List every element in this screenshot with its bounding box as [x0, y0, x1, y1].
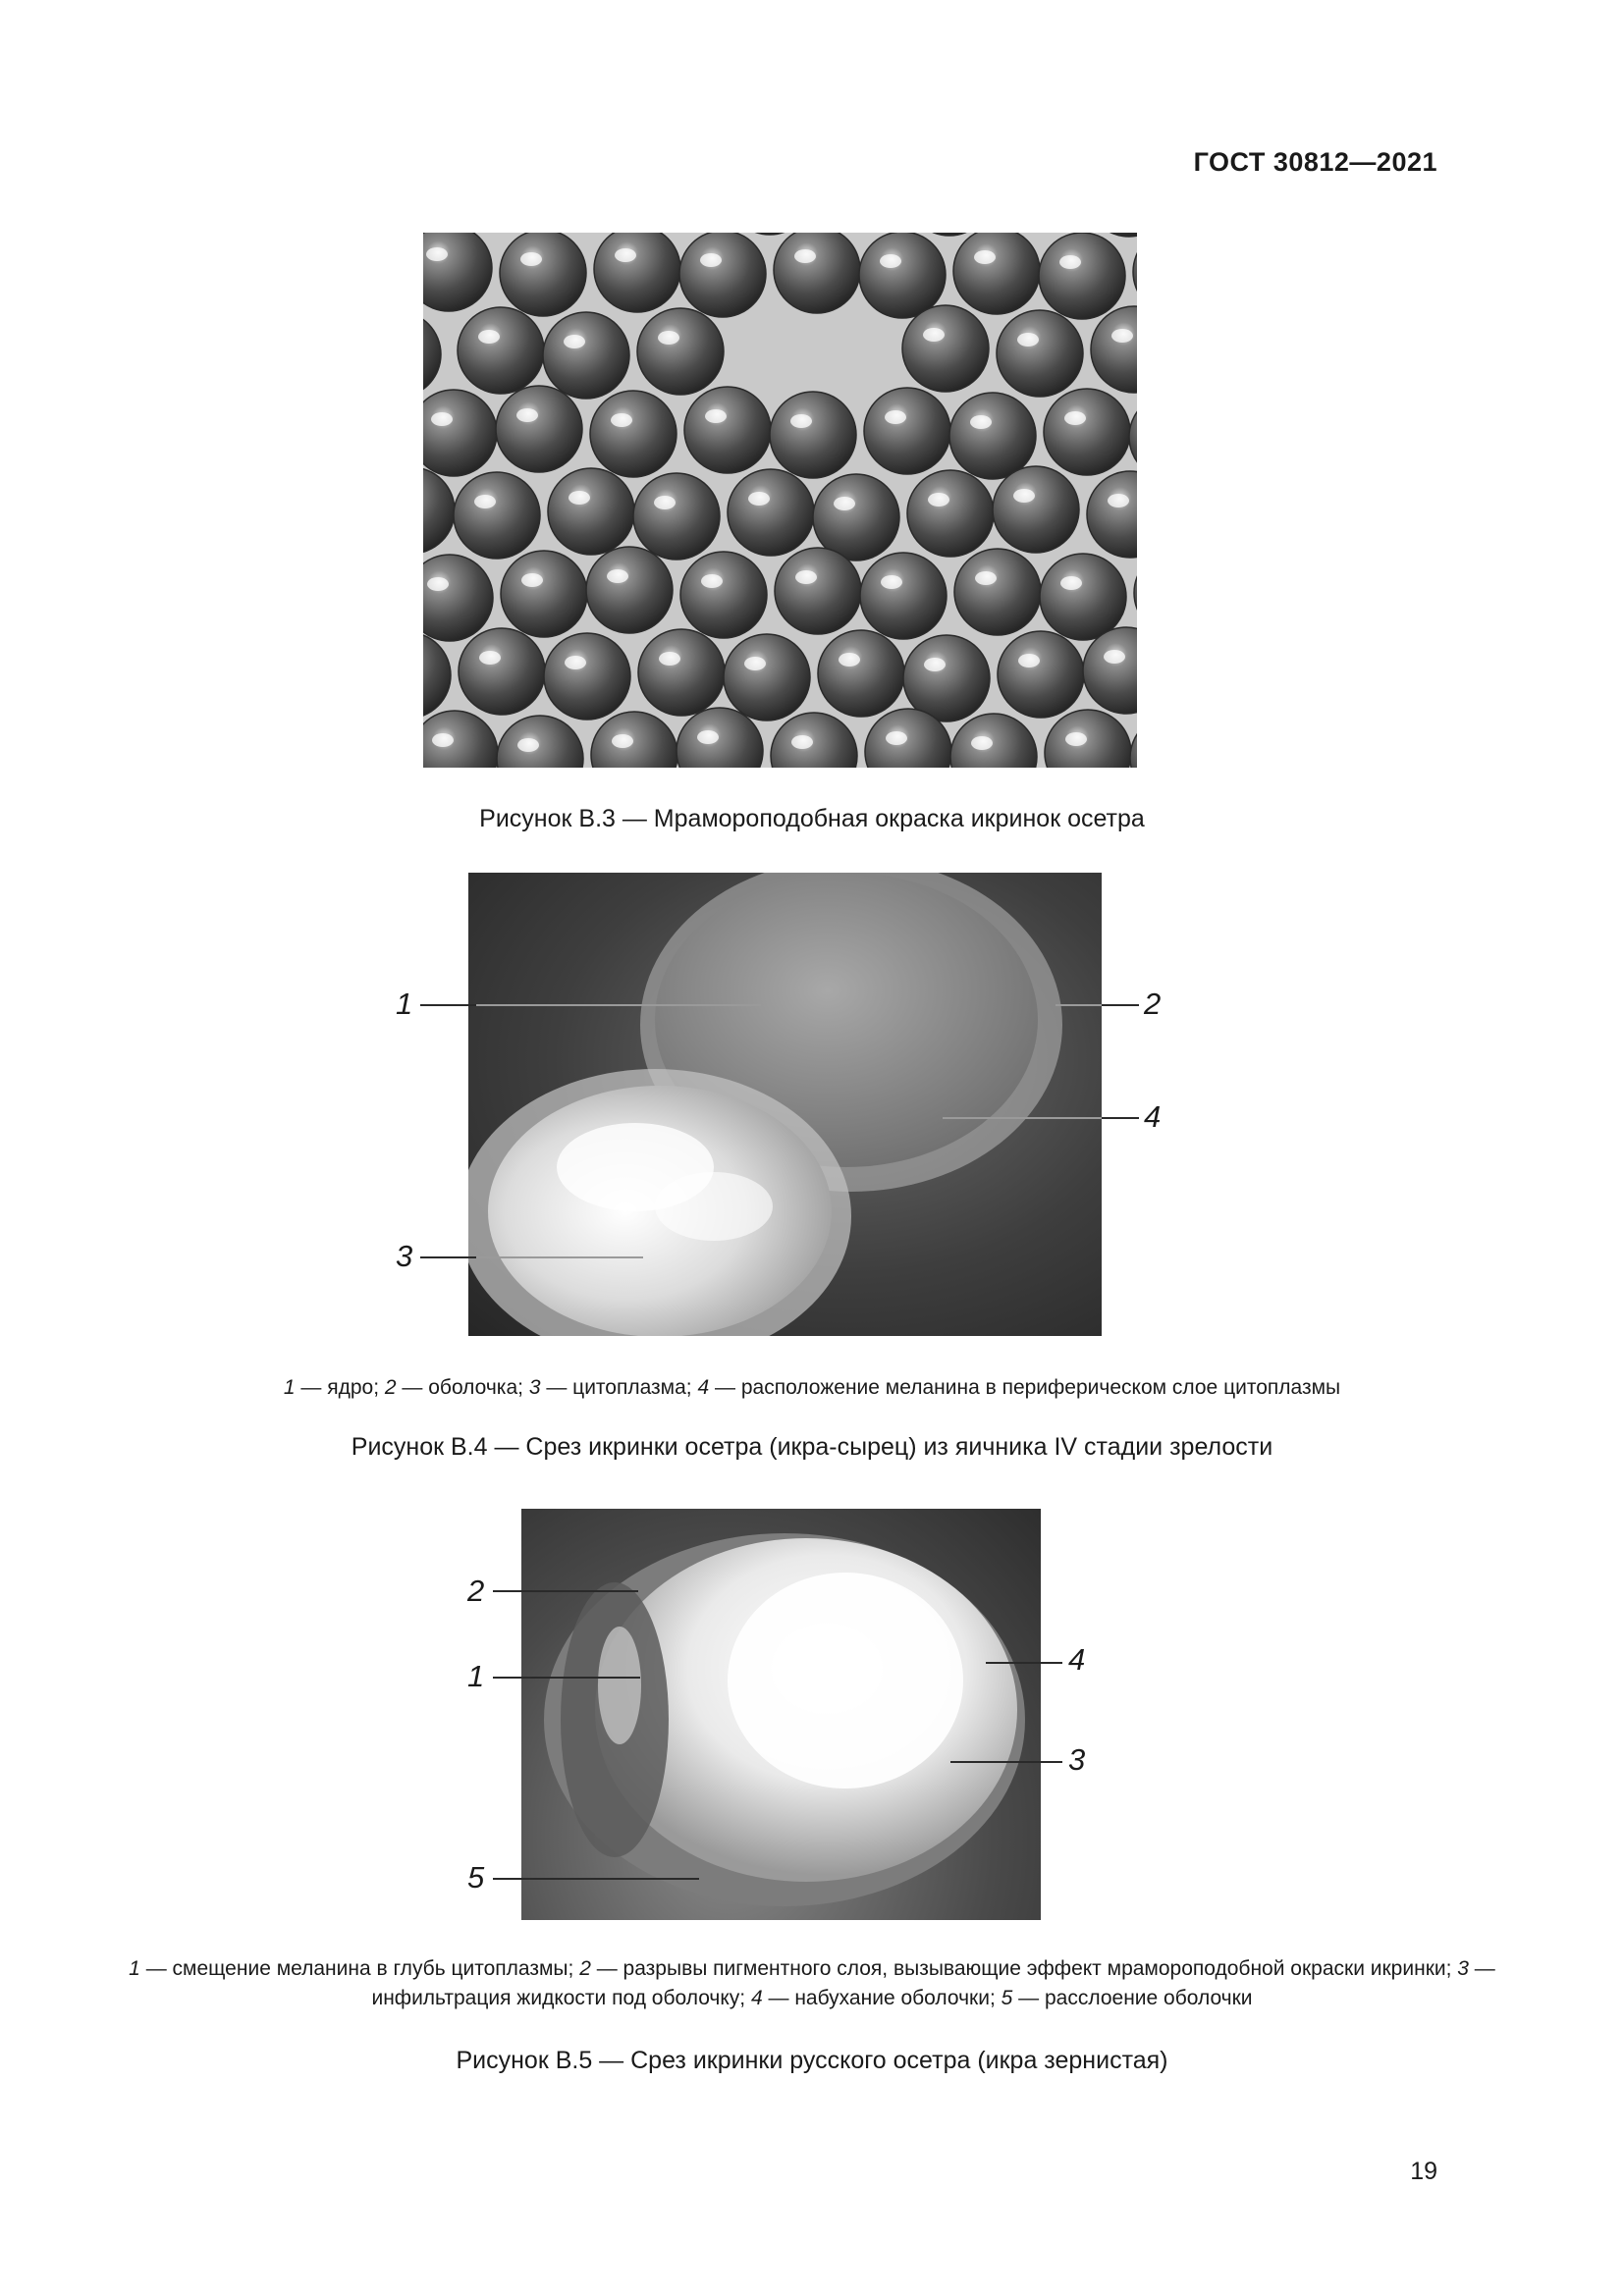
leader-line-1: [420, 1004, 476, 1006]
roe-grain-highlight: [975, 571, 997, 585]
roe-grain: [864, 388, 950, 474]
roe-grain: [423, 390, 497, 476]
callout-1: 1: [396, 987, 413, 1021]
roe-grain-highlight: [474, 495, 496, 508]
roe-grain: [423, 311, 441, 398]
roe-grain-highlight: [701, 574, 723, 588]
leader-line-3-inner: [476, 1256, 643, 1258]
roe-grain: [997, 310, 1083, 397]
roe-grain-highlight: [432, 733, 454, 747]
roe-grain-highlight: [705, 409, 727, 423]
roe-grain: [1045, 710, 1131, 768]
roe-grain-highlight: [615, 248, 636, 262]
roe-grain: [679, 233, 766, 317]
roe-grain-highlight: [790, 414, 812, 428]
roe-grain: [684, 387, 771, 473]
roe-grain-highlight: [612, 734, 633, 748]
roe-grain: [1040, 554, 1126, 640]
roe-grain: [638, 629, 725, 716]
roe-grain: [500, 233, 586, 316]
roe-grain-highlight: [658, 331, 679, 345]
roe-grain-highlight: [700, 253, 722, 267]
roe-grain-highlight: [611, 413, 632, 427]
roe-grain: [423, 555, 493, 641]
roe-grain: [680, 552, 767, 638]
roe-grain-highlight: [654, 496, 676, 509]
callout-3: 3: [1068, 1742, 1086, 1777]
leader-line-4-inner: [943, 1117, 1102, 1119]
figure-4-caption: Рисунок В.4 — Срез икринки осетра (икра-сырец) из яичника IV стадии зрелости: [351, 1433, 1273, 1461]
roe-grains-photo: [423, 233, 1137, 768]
roe-grain: [775, 548, 861, 634]
page-number: 19: [1410, 2158, 1437, 2185]
roe-grain-highlight: [834, 497, 855, 510]
roe-grain: [860, 553, 947, 639]
roe-grain: [1133, 233, 1137, 315]
roe-grain: [501, 551, 587, 637]
roe-grain: [1134, 550, 1137, 636]
roe-grain-highlight: [521, 573, 543, 587]
roe-grain-highlight: [794, 249, 816, 263]
roe-grain-highlight: [970, 415, 992, 429]
roe-grain: [423, 467, 455, 554]
roe-grain-highlight: [478, 330, 500, 344]
roe-grain: [1129, 394, 1137, 480]
roe-grain-highlight: [1108, 494, 1129, 507]
roe-grain-highlight: [748, 492, 770, 506]
roe-grain: [771, 713, 857, 768]
roe-grain-highlight: [791, 735, 813, 749]
roe-grain: [949, 393, 1036, 479]
callout-4: 4: [1068, 1642, 1086, 1677]
callout-3: 3: [396, 1239, 413, 1273]
leader-line-2-inner: [1056, 1004, 1102, 1006]
roe-grain-highlight: [520, 252, 542, 266]
roe-grain-highlight: [479, 651, 501, 665]
leader-line-2: [493, 1590, 638, 1592]
callout-2: 2: [467, 1574, 485, 1608]
roe-grain: [586, 547, 673, 633]
leader-line-4: [1102, 1117, 1139, 1119]
roe-grain: [458, 307, 544, 394]
roe-grain: [497, 716, 583, 768]
callout-2: 2: [1144, 987, 1162, 1021]
roe-grain-highlight: [881, 575, 902, 589]
roe-grain-highlight: [1017, 333, 1039, 347]
roe-grain-highlight: [659, 652, 680, 666]
roe-grain-highlight: [744, 657, 766, 670]
roe-grain: [544, 633, 630, 720]
roe-grain: [907, 470, 994, 557]
roe-grain: [998, 631, 1084, 718]
roe-grain: [954, 549, 1041, 635]
roe-grain: [770, 392, 856, 478]
roe-grain: [1091, 306, 1137, 393]
roe-grain-highlight: [880, 254, 901, 268]
roe-grain-highlight: [517, 738, 539, 752]
roe-grain-highlight: [1104, 650, 1125, 664]
figure-5-legend: 1 — смещение меланина в глубь цитоплазмы; 2 — разрывы пигментного слоя, вызывающие эффект мрамороподобной окраски икринки; 3 — инфильтрация жидкости под оболочку; 4 — набухание оболочки; 5 — расслоение оболочки: [129, 1957, 1495, 2009]
roe-grain: [454, 472, 540, 559]
roe-grain: [859, 233, 946, 318]
roe-grain: [724, 634, 810, 721]
roe-grain: [818, 630, 904, 717]
roe-grain: [993, 466, 1079, 553]
callout-1: 1: [467, 1659, 485, 1693]
roe-grain: [903, 635, 990, 721]
roe-grain: [633, 473, 720, 560]
roe-grain-highlight: [923, 328, 945, 342]
roe-grain: [591, 712, 677, 768]
roe-grain-highlight: [971, 736, 993, 750]
figure-4-legend: 1 — ядро; 2 — оболочка; 3 — цитоплазма; 4 — расположение меланина в периферическом слое цитоплазмы: [283, 1376, 1341, 1399]
roe-grain: [496, 386, 582, 472]
leader-line-3: [420, 1256, 476, 1258]
roe-grain: [548, 468, 634, 555]
roe-grain-highlight: [885, 410, 906, 424]
roe-grain-highlight: [924, 658, 946, 671]
roe-grain: [423, 233, 492, 311]
roe-grain-highlight: [1060, 576, 1082, 590]
roe-grain-highlight: [697, 730, 719, 744]
roe-grain: [950, 714, 1037, 768]
roe-grain: [1130, 715, 1137, 768]
egg-section-photo-b5: [521, 1509, 1041, 1920]
roe-grain: [637, 308, 724, 395]
document-number: ГОСТ 30812—2021: [1193, 147, 1437, 177]
roe-grain-highlight: [427, 577, 449, 591]
roe-grain-highlight: [565, 656, 586, 669]
leader-line-3: [950, 1761, 1062, 1763]
roe-grain-highlight: [1013, 489, 1035, 503]
roe-grain: [594, 233, 680, 312]
roe-grain-highlight: [564, 335, 585, 348]
leader-line-2: [1102, 1004, 1139, 1006]
roe-grain: [1083, 627, 1137, 714]
roe-grain: [953, 233, 1040, 314]
roe-grain: [728, 469, 814, 556]
callout-4: 4: [1144, 1099, 1162, 1134]
roe-grain: [902, 305, 989, 392]
roe-grain-highlight: [607, 569, 628, 583]
egg-section-photo-b4: [468, 873, 1102, 1336]
figure-3-caption: Рисунок В.3 — Мрамороподобная окраска икринок осетра: [479, 805, 1145, 832]
leader-line-1: [493, 1677, 640, 1679]
roe-grain: [813, 474, 899, 561]
roe-grain-highlight: [1065, 732, 1087, 746]
roe-grain-highlight: [795, 570, 817, 584]
roe-grain: [1044, 389, 1130, 475]
roe-grain-highlight: [1111, 329, 1133, 343]
roe-grain: [543, 312, 629, 399]
roe-grain-highlight: [1059, 255, 1081, 269]
callout-5: 5: [467, 1860, 485, 1895]
figure-5-caption: Рисунок В.5 — Срез икринки русского осетра (икра зернистая): [456, 2047, 1168, 2074]
roe-grain: [774, 233, 860, 313]
roe-grain-highlight: [1064, 411, 1086, 425]
roe-grain-highlight: [431, 412, 453, 426]
roe-grain: [1039, 233, 1125, 319]
roe-grain-highlight: [928, 493, 949, 507]
roe-grain-highlight: [1018, 654, 1040, 667]
leader-line-1-inner: [476, 1004, 761, 1006]
leader-line-5: [493, 1878, 699, 1880]
roe-grain-highlight: [839, 653, 860, 667]
roe-grain-highlight: [974, 250, 996, 264]
roe-grain: [459, 628, 545, 715]
leader-line-4: [986, 1662, 1062, 1664]
roe-grain-highlight: [426, 247, 448, 261]
roe-grain-highlight: [568, 491, 590, 505]
roe-grain: [590, 391, 677, 477]
roe-grain: [423, 632, 451, 719]
roe-grain: [1087, 471, 1137, 558]
roe-grain-highlight: [886, 731, 907, 745]
roe-grain-highlight: [516, 408, 538, 422]
